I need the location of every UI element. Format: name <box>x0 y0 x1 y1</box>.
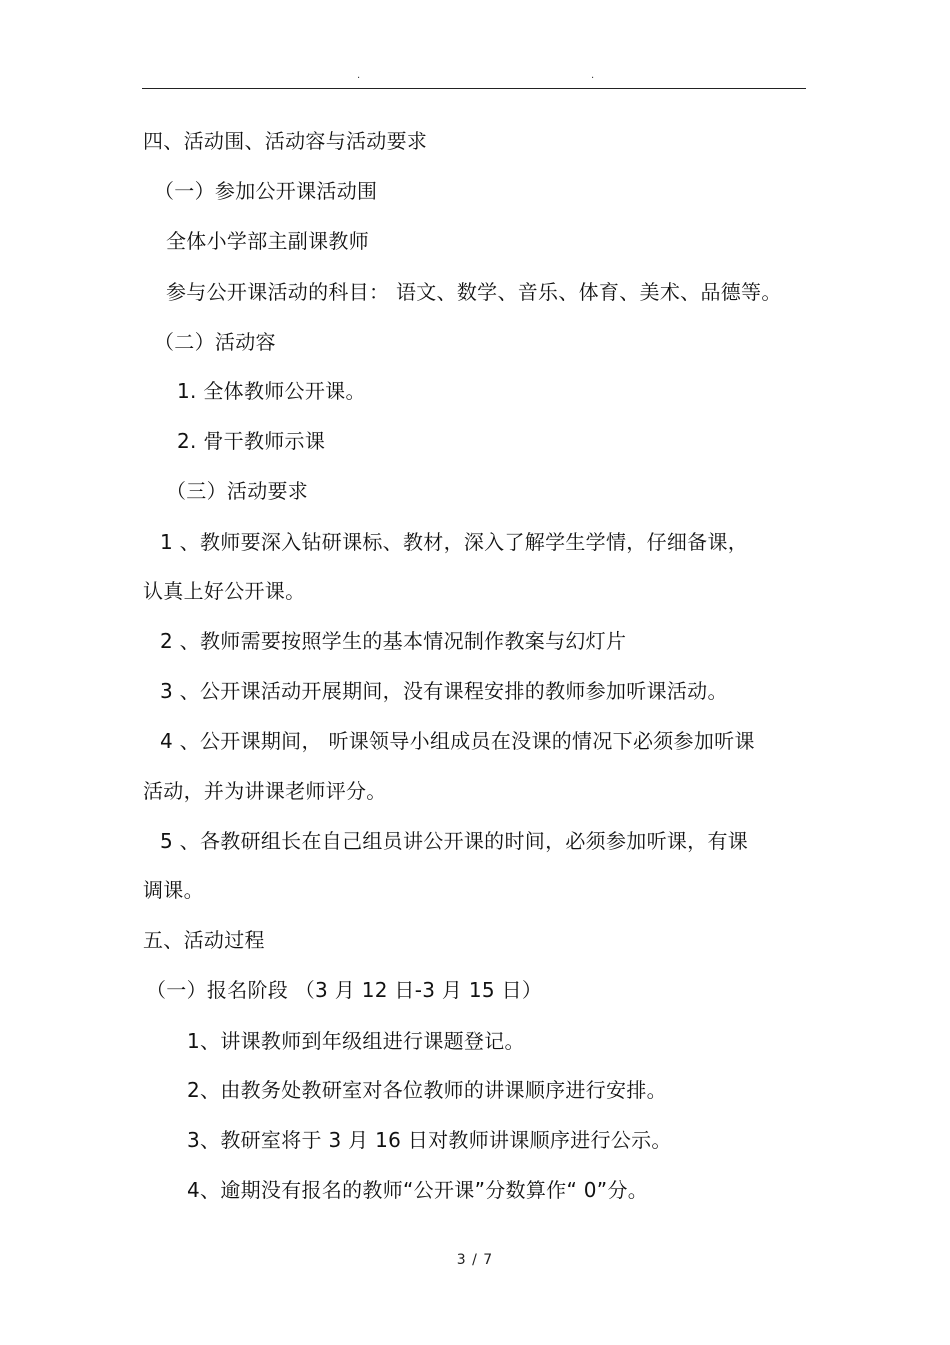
list-item: 2. 骨干教师示课 <box>177 429 326 453</box>
list-item: 2、由教务处教研室对各位教师的讲课顺序进行安排。 <box>187 1078 667 1102</box>
list-item: 2 、教师需要按照学生的基本情况制作教案与幻灯片 <box>160 629 627 653</box>
header-rule <box>142 88 806 89</box>
paragraph-line: 参与公开课活动的科目： 语文、数学、音乐、体育、美术、品德等。 <box>166 280 782 304</box>
section-heading: 四、活动围、活动容与活动要求 <box>143 129 428 153</box>
subsection-heading: （三）活动要求 <box>166 479 309 503</box>
section-heading: 五、活动过程 <box>143 928 265 952</box>
list-item: 1 、教师要深入钻研课标、教材，深入了解学生学情，仔细备课， <box>160 530 749 554</box>
list-item-continuation: 认真上好公开课。 <box>143 579 306 603</box>
list-item: 4、逾期没有报名的教师“公开课”分数算作“ 0”分。 <box>187 1178 649 1202</box>
list-item: 4 、公开课期间， 听课领导小组成员在没课的情况下必须参加听课 <box>160 729 755 753</box>
list-item: 1、讲课教师到年级组进行课题登记。 <box>187 1029 525 1053</box>
list-item-continuation: 调课。 <box>143 878 204 902</box>
paragraph-line: 全体小学部主副课教师 <box>166 229 369 253</box>
list-item: 1. 全体教师公开课。 <box>177 379 366 403</box>
subsection-heading: （一）报名阶段 （3 月 12 日-3 月 15 日） <box>146 978 543 1002</box>
list-item: 5 、各教研组长在自己组员讲公开课的时间，必须参加听课，有课 <box>160 829 749 853</box>
subsection-heading: （二）活动容 <box>154 330 276 354</box>
subsection-heading: （一）参加公开课活动围 <box>154 179 378 203</box>
header-mark-right: . <box>591 70 595 81</box>
page-number: 3 / 7 <box>456 1252 494 1268</box>
header-mark-left: . <box>357 70 361 81</box>
list-item-continuation: 活动，并为讲课老师评分。 <box>143 779 387 803</box>
list-item: 3、教研室将于 3 月 16 日对教师讲课顺序进行公示。 <box>187 1128 672 1152</box>
list-item: 3 、公开课活动开展期间，没有课程安排的教师参加听课活动。 <box>160 679 728 703</box>
